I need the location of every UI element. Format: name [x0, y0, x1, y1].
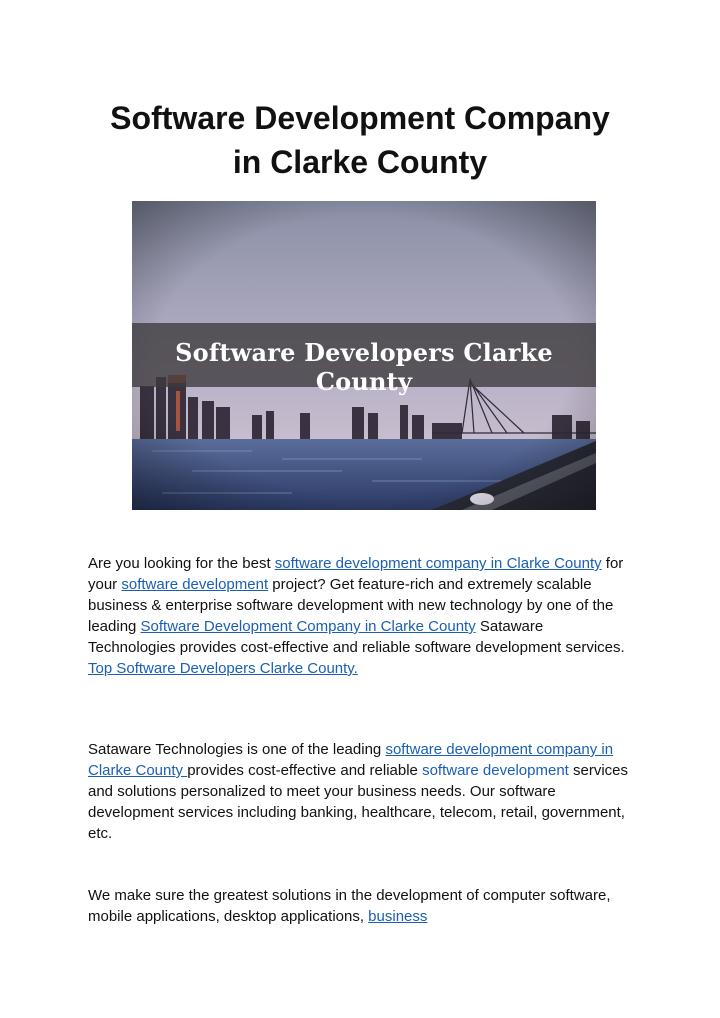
hero-banner-text: Software Developers Clarke County: [175, 338, 553, 396]
p3-text-1: We make sure the greatest solutions in the development of computer software, mobile applications, desktop applications,: [88, 887, 611, 925]
title-line-1: Software Development Company: [110, 100, 610, 136]
hero-image: [132, 201, 596, 510]
link-software-development-company-clarke-county-2[interactable]: Software Development Company in Clarke County: [140, 618, 476, 635]
paragraph-intro: [88, 553, 633, 679]
p2-text-3: services and solutions personalized to meet your business needs. Our software development services including banking, healthcare, telecom, retail, government, etc.: [88, 762, 629, 842]
title-line-2: in Clarke County: [232, 144, 488, 180]
link-software-development-company[interactable]: software development company in Clarke County: [88, 741, 614, 779]
link-business[interactable]: business: [368, 908, 428, 925]
page-title: [0, 96, 720, 184]
p1-text-1: Are you looking for the best: [88, 555, 275, 572]
link-software-development-services[interactable]: software development: [422, 762, 569, 779]
link-top-software-developers[interactable]: Top Software Developers Clarke County.: [88, 660, 358, 677]
p1-text-2: for your: [88, 555, 624, 593]
p1-text-3: project? Get feature-rich and extremely scalable business & enterprise software development with new technology by one of the leading: [88, 576, 614, 635]
paragraph-sataware: [88, 739, 633, 844]
link-software-development[interactable]: software development: [121, 576, 269, 593]
link-software-development-company-clarke-county[interactable]: software development company in Clarke County: [274, 555, 602, 572]
p2-text-2: provides cost-effective and reliable: [187, 762, 423, 779]
p2-text-1: Sataware Technologies is one of the leading: [88, 741, 386, 758]
paragraph-solutions: [88, 885, 633, 927]
p1-text-4: Sataware Technologies provides cost-effective and reliable software development services.: [88, 618, 625, 656]
